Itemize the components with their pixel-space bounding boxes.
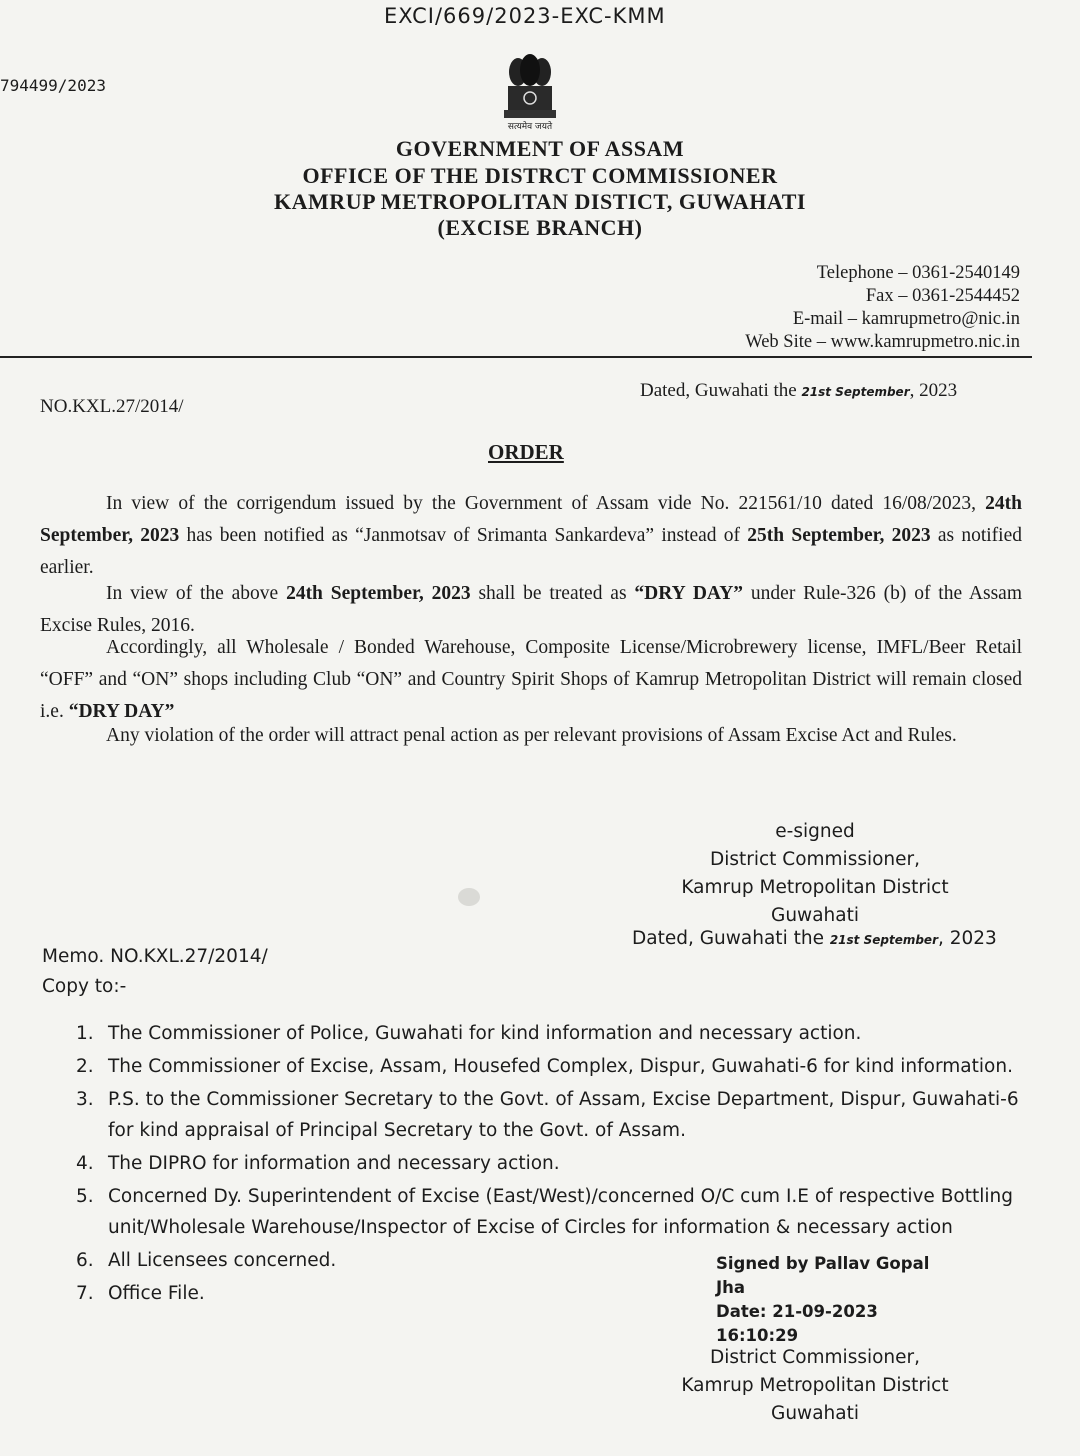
p1-text-e: as notified earlier. [40,525,1022,578]
esign-date: Date: 21-09-2023 16:10:29 [716,1302,878,1345]
item-text: Concerned Dy. Superintendent of Excise (East/West)/concerned O/C cum I.E of respective Bottling unit/Wholesale Warehouse/Inspector of Excise of Circles for information & necessary action [108,1186,1013,1238]
list-item [76,1148,1036,1179]
signatory-title: District Commissioner, [709,1347,921,1368]
p2-text-a: In view of the above [106,583,287,604]
list-item [76,1181,1036,1243]
item-number: 1. [76,1023,94,1044]
order-paragraph-4: Any violation of the order will attract penal action as per relevant provisions of Assam Excise Act and Rules. [106,725,957,746]
list-item [76,1084,1036,1146]
memo-number: Memo. NO.KXL.27/2014/ [42,946,268,967]
memo-date-suffix: , 2023 [937,928,997,949]
header-divider [0,356,1032,358]
order-date [640,380,957,402]
contact-website: Web Site – www.kamrupmetro.nic.in [745,332,1020,352]
esign-signed-by: Signed by Pallav Gopal [716,1254,930,1273]
contact-telephone: Telephone – 0361-2540149 [816,263,1020,283]
p2-date: 24th September, 2023 [286,583,471,604]
header-district: KAMRUP METROPOLITAN DISTICT, GUWAHATI [274,189,806,214]
item-text: The Commissioner of Excise, Assam, Housefed Complex, Dispur, Guwahati-6 for kind information. [108,1056,1013,1077]
order-date-prefix: Dated, Guwahati the [640,380,802,401]
signature-block-2 [600,1344,1030,1428]
signatory-title: District Commissioner, [709,849,921,870]
contact-fax: Fax – 0361-2544452 [865,286,1020,306]
p1-date-new: 24th September, 2023 [40,493,1022,546]
p1-date-old: 25th September, 2023 [747,525,931,546]
p2-text-c: shall be treated as [470,583,635,604]
order-paragraph-3 [40,632,1022,728]
signatory-district: Kamrup Metropolitan District [681,1375,949,1396]
signatory-city: Guwahati [771,1403,859,1424]
memo-date-handwritten: 21st September [829,933,938,947]
memo-date [632,928,997,949]
signatory-city: Guwahati [771,905,859,926]
item-number: 6. [76,1250,94,1271]
signatory-district: Kamrup Metropolitan District [681,877,949,898]
item-number: 4. [76,1153,94,1174]
item-number: 3. [76,1089,94,1110]
item-text: Office File. [108,1283,205,1304]
p2-text-e: under Rule-326 (b) of the Assam Excise Rules, 2016. [40,583,1022,636]
item-number: 2. [76,1056,94,1077]
list-item [76,1051,1036,1082]
item-text: P.S. to the Commissioner Secretary to the Govt. of Assam, Excise Department, Dispur, Guwahati-6 for kind appraisal of Principal Secretary to the Govt. of Assam. [108,1089,1019,1141]
order-date-handwritten: 21st September [801,385,910,399]
order-title: ORDER [488,440,564,464]
copy-to-label: Copy to:- [42,976,127,997]
item-text: All Licensees concerned. [108,1250,337,1271]
item-number: 7. [76,1283,94,1304]
p2-dry-day: “DRY DAY” [634,583,744,604]
list-item [76,1018,1036,1049]
national-emblem-icon [494,52,566,134]
e-signed-label: e-signed [775,821,855,842]
list-item [76,1245,696,1276]
signature-block-1 [600,818,1030,930]
emblem-caption: सत्यमेव जयते [507,122,553,132]
smudge-mark [458,888,480,906]
header-branch: (EXCISE BRANCH) [437,215,643,240]
item-number: 5. [76,1186,94,1207]
p1-text-a: In view of the corrigendum issued by the Government of Assam vide No. 221561/10 dated 16/08/2023, [106,493,986,514]
memo-date-prefix: Dated, Guwahati the [632,928,830,949]
order-paragraph-1 [40,488,1022,584]
item-text: The Commissioner of Police, Guwahati for kind information and necessary action. [108,1023,862,1044]
order-date-suffix: , 2023 [909,380,958,401]
file-number: EXCI/669/2023-EXC-KMM [384,4,666,28]
item-text: The DIPRO for information and necessary action. [108,1153,560,1174]
contact-email: E-mail – kamrupmetro@nic.in [792,309,1020,329]
p3-dry-day: “DRY DAY” [68,701,175,722]
p3-text-a: Accordingly, all Wholesale / Bonded Warehouse, Composite License/Microbrewery license, IMFL/Beer Retail “OFF” and “ON” shops including Club “ON” and Country Spirit Shops of Kamrup Metropolitan District will remain closed i.e. [40,637,1022,722]
esign-name-cont: Jha [716,1278,746,1297]
side-number: 794499/2023 [0,76,106,95]
list-item [76,1278,696,1309]
digital-signature-stamp [716,1252,956,1348]
order-number: NO.KXL.27/2014/ [40,396,184,417]
header-office: OFFICE OF THE DISTRCT COMMISSIONER [302,163,778,188]
p1-text-c: has been notified as “Janmotsav of Srimanta Sankardeva” instead of [179,525,748,546]
header-government: GOVERNMENT OF ASSAM [395,136,685,161]
